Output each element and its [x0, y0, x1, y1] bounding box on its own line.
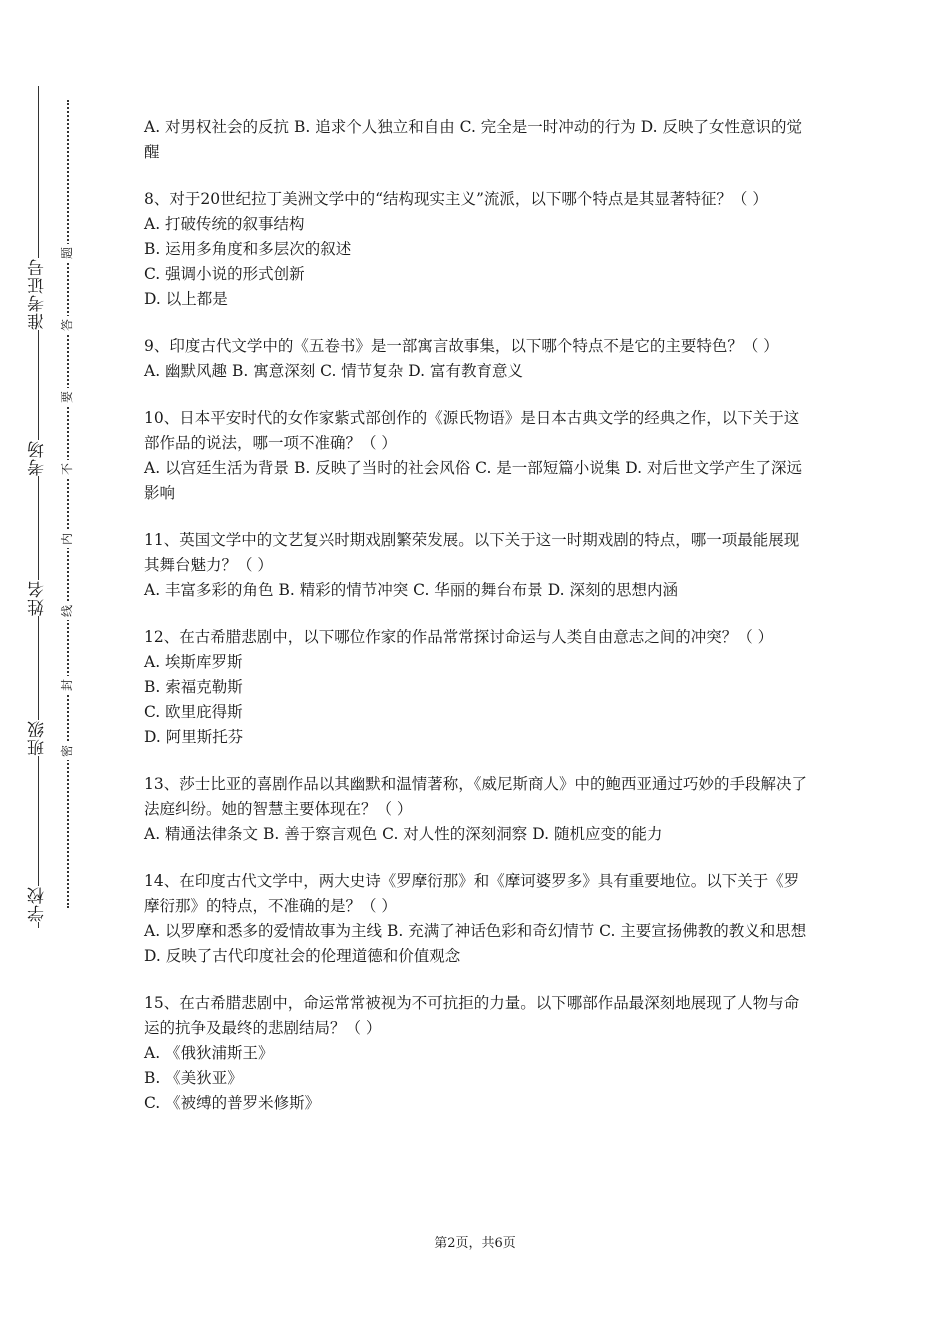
warning-char: 要	[58, 388, 76, 406]
question-option: D. 以上都是	[144, 290, 228, 308]
question-stem: 9、印度古代文学中的《五卷书》是一部寓言故事集，以下哪个特点不是它的主要特色？（ ）	[144, 337, 779, 355]
question-option: B. 运用多角度和多层次的叙述	[144, 240, 352, 258]
binding-dotted-line	[67, 100, 69, 908]
question-option: A. 以罗摩和悉多的爱情故事为主线 B. 充满了神话色彩和奇幻情节 C. 主要宣扬佛教的教义和思想 D. 反映了古代印度社会的伦理道德和价值观念	[144, 922, 807, 965]
question-option: A. 埃斯库罗斯	[144, 653, 243, 671]
question-12	[144, 625, 812, 750]
question-11	[144, 528, 812, 603]
question-option: C. 《被缚的普罗米修斯》	[144, 1094, 321, 1112]
question-stem: 11、英国文学中的文艺复兴时期戏剧繁荣发展。以下关于这一时期戏剧的特点，哪一项最能展现其舞台魅力？（ ）	[144, 531, 800, 574]
warning-char: 封	[58, 676, 76, 694]
warning-char: 密	[58, 742, 76, 760]
question-13	[144, 772, 812, 847]
question-stem: 12、在古希腊悲剧中，以下哪位作家的作品常常探讨命运与人类自由意志之间的冲突？（ ）	[144, 628, 774, 646]
field-exam-room: 考场	[24, 440, 52, 476]
question-stem: 10、日本平安时代的女作家紫式部创作的《源氏物语》是日本古典文学的经典之作，以下关于这部作品的说法，哪一项不准确？（ ）	[144, 409, 800, 452]
question-option: C. 强调小说的形式创新	[144, 265, 305, 283]
question-stem: 8、对于20世纪拉丁美洲文学中的“结构现实主义”流派，以下哪个特点是其显著特征？（ ）	[144, 190, 768, 208]
question-option: C. 欧里庇得斯	[144, 703, 243, 721]
page-number: 第2页，共6页	[434, 1236, 516, 1251]
question-option: B. 《美狄亚》	[144, 1069, 243, 1087]
question-list	[144, 115, 812, 1138]
warning-char: 不	[58, 460, 76, 478]
question-stem: 13、莎士比亚的喜剧作品以其幽默和温情著称，《威尼斯商人》中的鲍西亚通过巧妙的手段解决了法庭纠纷。她的智慧主要体现在？（ ）	[144, 775, 807, 818]
question-option: A. 精通法律条文 B. 善于察言观色 C. 对人性的深刻洞察 D. 随机应变的能力	[144, 825, 663, 843]
question-9	[144, 334, 812, 384]
question-stem: 15、在古希腊悲剧中，命运常常被视为不可抗拒的力量。以下哪部作品最深刻地展现了人物与命运的抗争及最终的悲剧结局？（ ）	[144, 994, 800, 1037]
question-option: A. 以宫廷生活为背景 B. 反映了当时的社会风俗 C. 是一部短篇小说集 D. 对后世文学产生了深远影响	[144, 459, 802, 502]
question-7-continuation	[144, 115, 812, 165]
question-option: A. 幽默风趣 B. 寓意深刻 C. 情节复杂 D. 富有教育意义	[144, 362, 523, 380]
question-option: A. 《俄狄浦斯王》	[144, 1044, 274, 1062]
field-class: 班级	[24, 720, 52, 756]
warning-char: 线	[58, 602, 76, 620]
question-option: A. 打破传统的叙事结构	[144, 215, 305, 233]
field-exam-number: 准考证号	[24, 258, 52, 330]
field-school: 学校	[24, 886, 52, 922]
question-option: A. 对男权社会的反抗 B. 追求个人独立和自由 C. 完全是一时冲动的行为 D. 反映了女性意识的觉醒	[144, 118, 802, 161]
question-option: B. 索福克勒斯	[144, 678, 243, 696]
question-15	[144, 991, 812, 1116]
binding-solid-line	[38, 86, 39, 928]
question-10	[144, 406, 812, 506]
question-stem: 14、在印度古代文学中，两大史诗《罗摩衍那》和《摩诃婆罗多》具有重要地位。以下关于《罗摩衍那》的特点，不准确的是？（ ）	[144, 872, 800, 915]
question-option: D. 阿里斯托芬	[144, 728, 244, 746]
warning-char: 内	[58, 530, 76, 548]
field-name: 姓名	[24, 580, 52, 616]
question-option: A. 丰富多彩的角色 B. 精彩的情节冲突 C. 华丽的舞台布景 D. 深刻的思想内涵	[144, 581, 678, 599]
question-8	[144, 187, 812, 312]
question-14	[144, 869, 812, 969]
warning-char: 答	[58, 316, 76, 334]
warning-char: 题	[58, 244, 76, 262]
